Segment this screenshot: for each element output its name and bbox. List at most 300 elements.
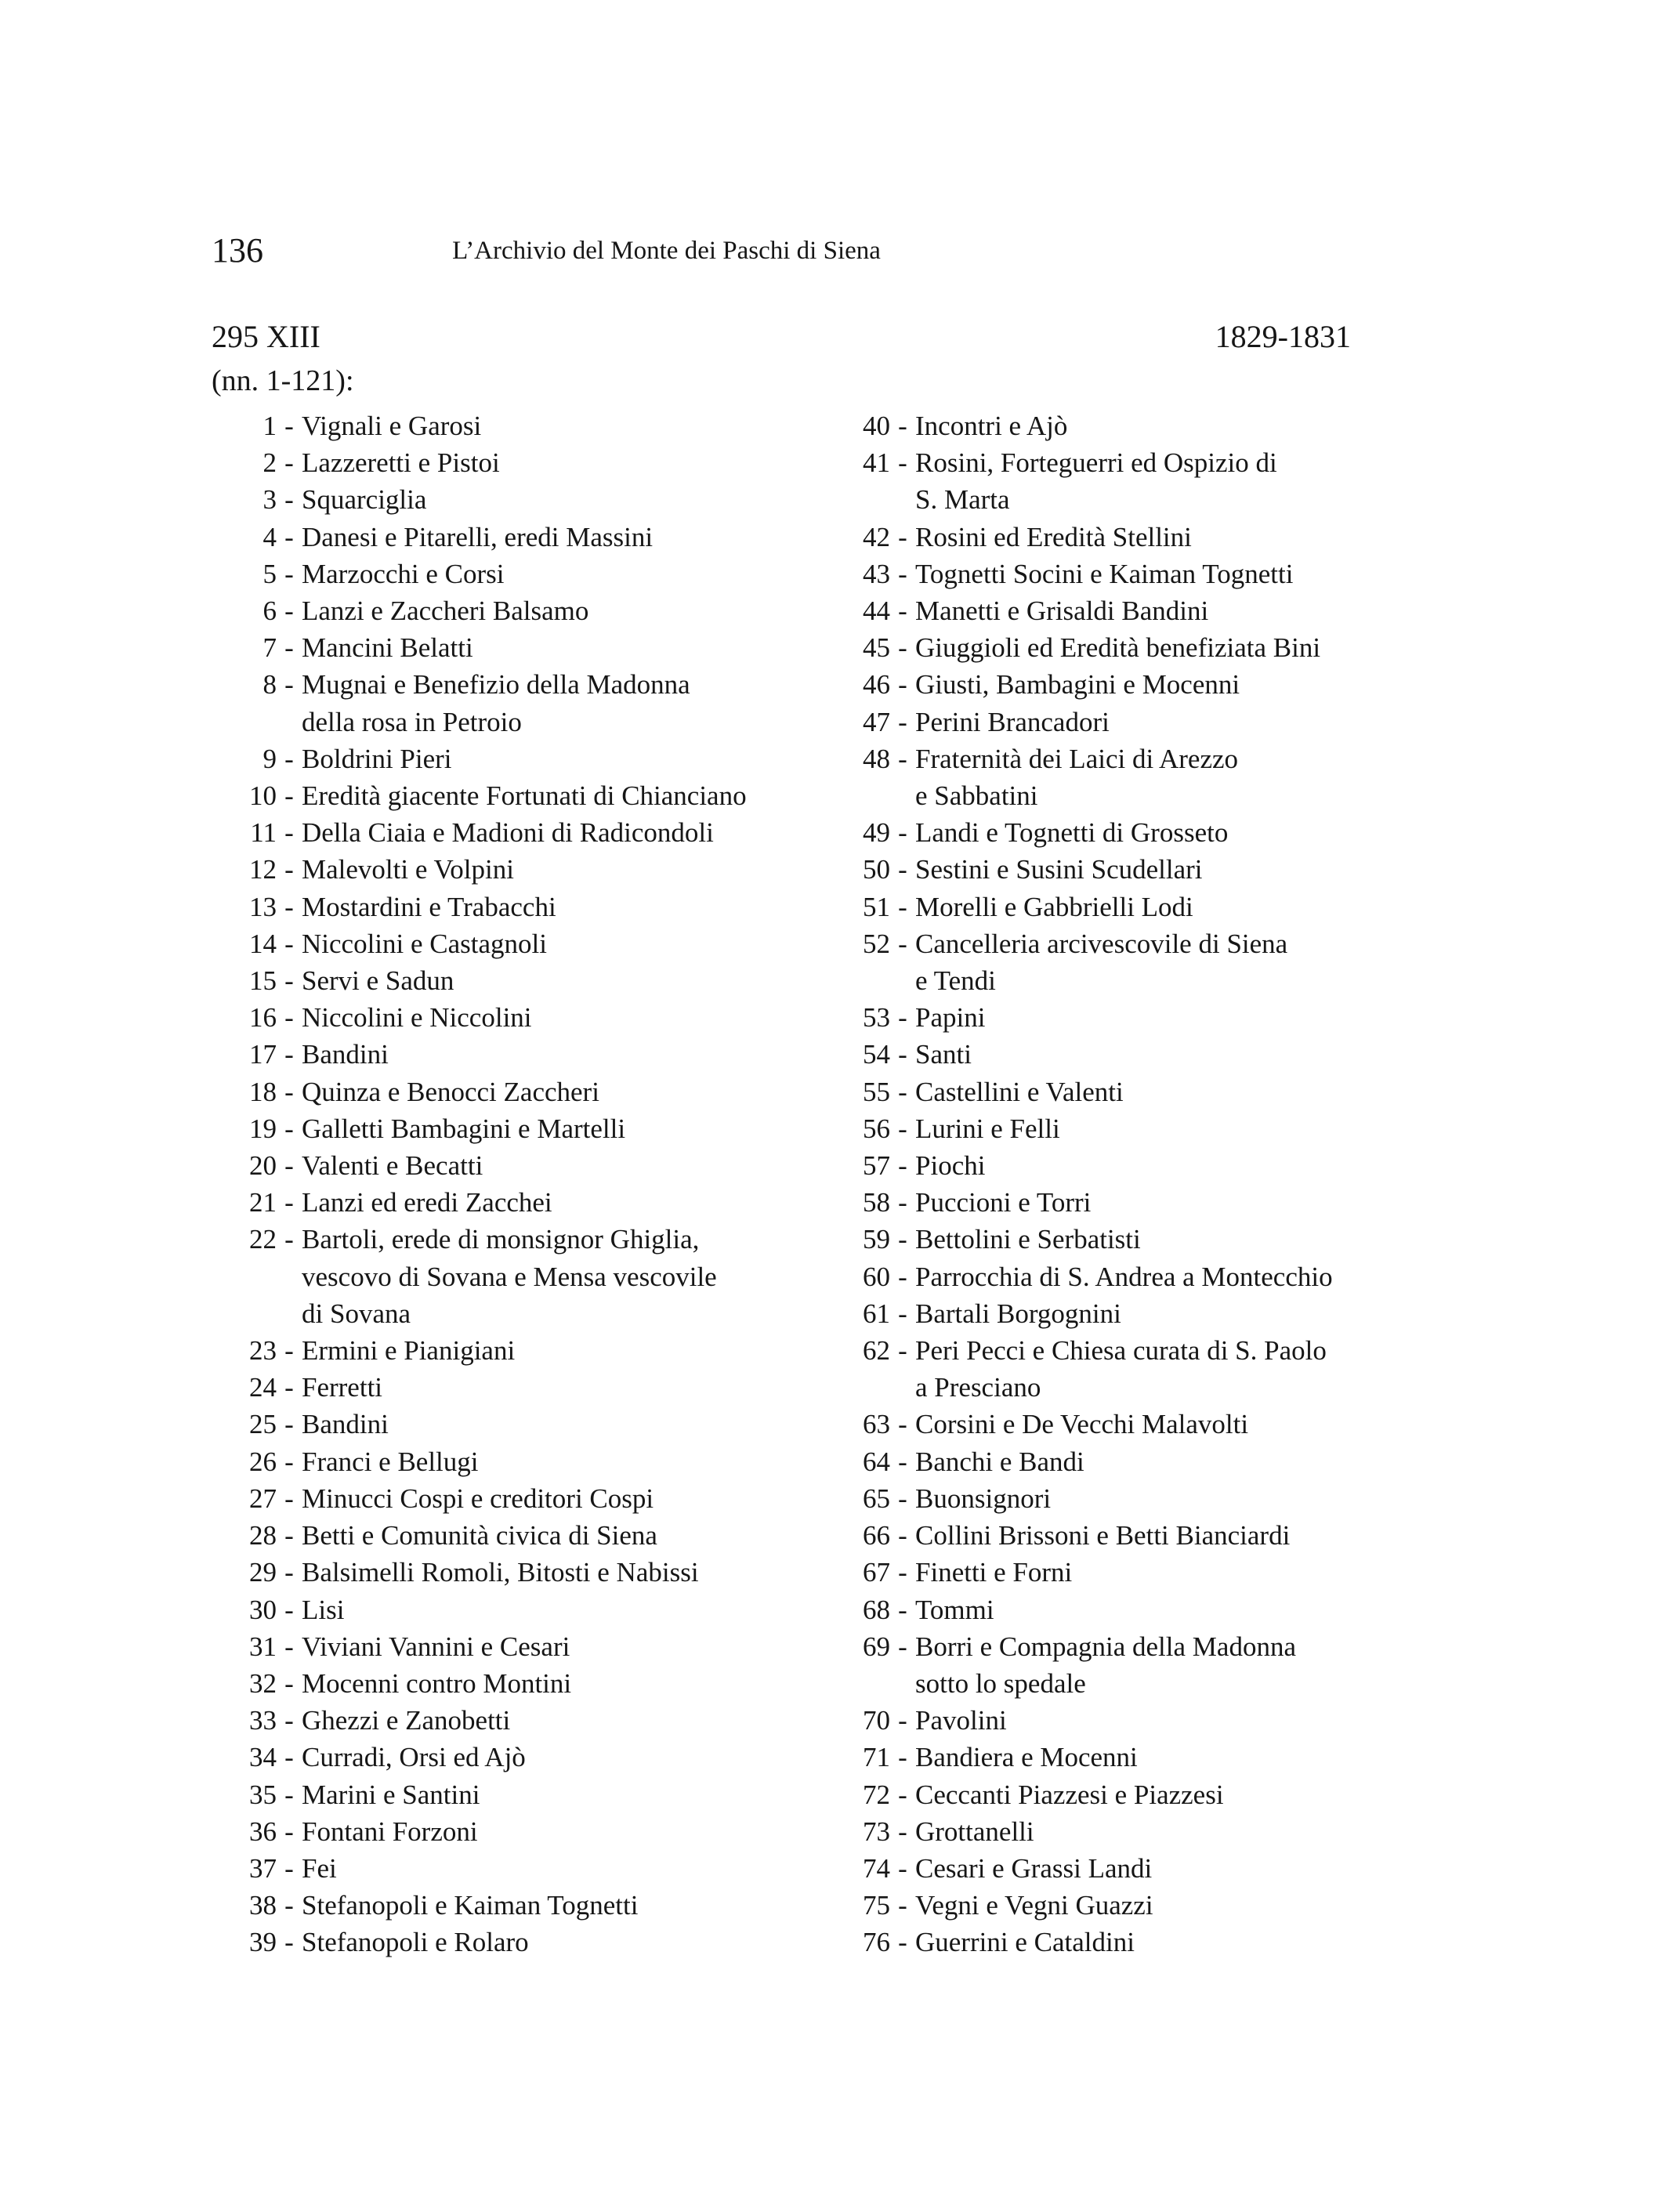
entry-number: 20	[249, 1150, 277, 1182]
entry-separator: -	[898, 1261, 907, 1292]
date-range: 1829-1831	[1215, 319, 1351, 354]
left-column	[210, 407, 774, 1961]
entry-text: Quinza e Benocci Zaccheri	[302, 1076, 599, 1107]
entry-text: Danesi e Pitarelli, eredi Massini	[302, 521, 654, 552]
entry-text: Bartali Borgognini	[915, 1298, 1121, 1329]
list-item	[821, 704, 1385, 740]
list-item	[821, 889, 1385, 925]
entry-separator: -	[898, 1039, 907, 1070]
entry-separator: -	[284, 1372, 294, 1403]
entry-number: 18	[249, 1076, 277, 1107]
entry-number: 3	[262, 484, 277, 516]
list-item	[210, 481, 774, 518]
list-item	[821, 1332, 1385, 1406]
list-item	[210, 1406, 774, 1443]
entry-number: 13	[249, 891, 277, 922]
entry-separator: -	[284, 1890, 294, 1921]
entry-number: 36	[249, 1816, 277, 1847]
entry-number: 62	[863, 1335, 890, 1367]
entry-text: Bettolini e Serbatisti	[915, 1224, 1141, 1255]
entry-text: Stefanopoli e Kaiman Tognetti	[302, 1890, 639, 1921]
entry-separator: -	[284, 1705, 294, 1736]
entry-text: Ferretti	[302, 1372, 383, 1403]
entry-text: Bandini	[302, 1039, 389, 1070]
entry-separator: -	[284, 1852, 294, 1884]
list-item	[821, 629, 1385, 666]
list-item	[210, 1184, 774, 1221]
entry-separator: -	[284, 817, 294, 849]
entry-separator: -	[284, 1002, 294, 1034]
page-number: 136	[212, 231, 263, 270]
list-item	[821, 1739, 1385, 1776]
entry-text: Cesari e Grassi Landi	[915, 1852, 1153, 1884]
entry-text: Servi e Sadun	[302, 965, 454, 997]
list-item	[821, 1073, 1385, 1110]
entry-number: 42	[863, 521, 890, 552]
list-item	[210, 1073, 774, 1110]
entry-text: Parrocchia di S. Andrea a Montecchio	[915, 1261, 1333, 1292]
entry-text: Sestini e Susini Scudellari	[915, 854, 1203, 885]
entry-number: 19	[249, 1113, 277, 1144]
entry-text: Manetti e Grisaldi Bandini	[915, 596, 1209, 627]
entry-separator: -	[898, 521, 907, 552]
entry-number: 67	[863, 1557, 890, 1588]
entry-separator: -	[284, 1039, 294, 1070]
series-identifier: 295 XIII	[212, 319, 320, 354]
entry-text: Valenti e Becatti	[302, 1150, 483, 1182]
entry-separator: -	[898, 891, 907, 922]
entry-text: Cancelleria arcivescovile di Siena e Tendi	[915, 928, 1288, 997]
entry-separator: -	[898, 1298, 907, 1329]
entry-text: Peri Pecci e Chiesa curata di S. Paolo a Presciano	[915, 1335, 1327, 1403]
entry-number: 30	[249, 1594, 277, 1625]
list-item	[821, 1480, 1385, 1517]
entry-number: 26	[249, 1446, 277, 1477]
entry-text: Marzocchi e Corsi	[302, 558, 505, 589]
list-item	[821, 1258, 1385, 1295]
entry-text: Perini Brancadori	[915, 706, 1110, 737]
entry-number: 61	[863, 1298, 890, 1329]
entry-number: 65	[863, 1483, 890, 1514]
entry-separator: -	[284, 521, 294, 552]
entry-separator: -	[284, 1483, 294, 1514]
entry-number: 49	[863, 817, 890, 849]
entry-text: Fei	[302, 1852, 337, 1884]
list-item	[210, 1591, 774, 1628]
list-item	[821, 851, 1385, 888]
list-item	[210, 740, 774, 777]
entry-separator: -	[898, 411, 907, 441]
list-item	[210, 1628, 774, 1665]
entry-number: 35	[249, 1779, 277, 1810]
entry-number: 70	[863, 1705, 890, 1736]
entry-text: Bandiera e Mocenni	[915, 1742, 1138, 1773]
list-item	[210, 1332, 774, 1369]
list-item	[210, 1369, 774, 1406]
entry-number: 74	[863, 1852, 890, 1884]
entry-separator: -	[284, 928, 294, 959]
entry-number: 43	[863, 558, 890, 589]
list-item	[210, 1110, 774, 1147]
entry-text: Malevolti e Volpini	[302, 854, 514, 885]
list-item	[210, 1221, 774, 1332]
list-item	[210, 629, 774, 666]
entry-text: Bandini	[302, 1409, 389, 1440]
entry-separator: -	[284, 1446, 294, 1477]
entry-number: 38	[249, 1890, 277, 1921]
entry-text: Santi	[915, 1039, 972, 1070]
entry-text: Curradi, Orsi ed Ajò	[302, 1742, 526, 1773]
entry-separator: -	[898, 854, 907, 885]
list-item	[821, 925, 1385, 999]
entry-separator: -	[898, 1224, 907, 1255]
entry-number: 12	[249, 854, 277, 885]
entry-separator: -	[284, 632, 294, 664]
entry-number: 57	[863, 1150, 890, 1182]
entry-separator: -	[284, 1594, 294, 1625]
entry-text: Tognetti Socini e Kaiman Tognetti	[915, 558, 1294, 589]
entry-separator: -	[284, 891, 294, 922]
entry-number: 21	[249, 1187, 277, 1218]
entry-separator: -	[898, 1816, 907, 1847]
list-item	[821, 1850, 1385, 1887]
entry-text: Fontani Forzoni	[302, 1816, 478, 1847]
list-item	[210, 1776, 774, 1813]
right-column	[821, 407, 1385, 1961]
list-item	[210, 1924, 774, 1960]
entry-text: Giusti, Bambagini e Mocenni	[915, 669, 1240, 701]
entry-number: 29	[249, 1557, 277, 1588]
entry-text: Galletti Bambagini e Martelli	[302, 1113, 626, 1144]
entry-separator: -	[898, 1852, 907, 1884]
list-item	[821, 592, 1385, 629]
entry-text: Buonsignori	[915, 1483, 1052, 1514]
list-item	[210, 1147, 774, 1184]
entry-number: 52	[863, 928, 890, 959]
entry-separator: -	[284, 965, 294, 997]
entry-text: Vignali e Garosi	[302, 411, 482, 441]
entry-text: Lisi	[302, 1594, 345, 1625]
entry-text: Mancini Belatti	[302, 632, 473, 664]
entry-separator: -	[898, 1890, 907, 1921]
list-item	[821, 1887, 1385, 1924]
entry-number: 71	[863, 1742, 890, 1773]
entry-text: Lurini e Felli	[915, 1113, 1060, 1144]
entry-separator: -	[898, 928, 907, 959]
running-title: L’Archivio del Monte dei Paschi di Siena	[452, 237, 881, 265]
entry-text: Fraternità dei Laici di Arezzo e Sabbatini	[915, 743, 1239, 812]
list-item	[210, 1443, 774, 1480]
entry-text: Betti e Comunità civica di Siena	[302, 1520, 657, 1551]
entry-text: Morelli e Gabbrielli Lodi	[915, 891, 1193, 922]
entry-number: 31	[249, 1631, 277, 1662]
list-item	[821, 1924, 1385, 1960]
list-item	[821, 1591, 1385, 1628]
entry-number: 4	[262, 521, 277, 552]
entry-separator: -	[284, 1335, 294, 1367]
entry-number: 76	[863, 1927, 890, 1958]
list-item	[210, 889, 774, 925]
list-item	[821, 1406, 1385, 1443]
entry-text: Bartoli, erede di monsignor Ghiglia, vescovo di Sovana e Mensa vescovile di Sovana	[302, 1224, 717, 1329]
entry-number: 34	[249, 1742, 277, 1773]
entry-number: 2	[262, 447, 277, 479]
entry-number: 73	[863, 1816, 890, 1847]
entry-separator: -	[284, 447, 294, 479]
entry-text: Minucci Cospi e creditori Cospi	[302, 1483, 654, 1514]
entry-number: 9	[262, 743, 277, 774]
entry-text: Della Ciaia e Madioni di Radicondoli	[302, 817, 714, 849]
entry-separator: -	[284, 1557, 294, 1588]
entry-number: 50	[863, 854, 890, 885]
entry-number: 69	[863, 1631, 890, 1662]
list-item	[821, 1036, 1385, 1073]
entry-number: 24	[249, 1372, 277, 1403]
entry-separator: -	[898, 1187, 907, 1218]
entry-number: 51	[863, 891, 890, 922]
list-item	[210, 519, 774, 556]
entry-separator: -	[284, 1409, 294, 1440]
entry-text: Squarciglia	[302, 484, 427, 516]
entry-number: 46	[863, 669, 890, 701]
entry-separator: -	[284, 1113, 294, 1144]
entry-text: Boldrini Pieri	[302, 743, 452, 774]
entry-separator: -	[284, 596, 294, 627]
entry-number: 75	[863, 1890, 890, 1921]
entry-separator: -	[898, 632, 907, 664]
entry-text: Giuggioli ed Eredità benefiziata Bini	[915, 632, 1321, 664]
entry-text: Corsini e De Vecchi Malavolti	[915, 1409, 1249, 1440]
list-item	[821, 1110, 1385, 1147]
entry-number: 72	[863, 1779, 890, 1810]
entry-text: Papini	[915, 1002, 986, 1034]
entry-separator: -	[284, 411, 294, 441]
list-item	[210, 556, 774, 592]
entry-separator: -	[898, 669, 907, 701]
list-item	[210, 962, 774, 999]
list-item	[821, 1628, 1385, 1702]
list-item	[821, 814, 1385, 851]
entry-number: 53	[863, 1002, 890, 1034]
entry-separator: -	[898, 558, 907, 589]
entry-separator: -	[284, 1816, 294, 1847]
entry-number: 39	[249, 1927, 277, 1958]
entry-separator: -	[898, 1927, 907, 1958]
entry-separator: -	[284, 669, 294, 701]
entry-separator: -	[898, 1594, 907, 1625]
entry-separator: -	[898, 1150, 907, 1182]
entry-text: Incontri e Ajò	[915, 411, 1068, 441]
entry-separator: -	[898, 1002, 907, 1034]
entry-separator: -	[284, 1667, 294, 1699]
list-item	[821, 1221, 1385, 1258]
entry-separator: -	[898, 1705, 907, 1736]
entry-number: 63	[863, 1409, 890, 1440]
entry-text: Grottanelli	[915, 1816, 1034, 1847]
entry-number: 28	[249, 1520, 277, 1551]
entry-number: 7	[262, 632, 277, 664]
list-item	[821, 1517, 1385, 1554]
entry-number: 27	[249, 1483, 277, 1514]
entry-text: Tommi	[915, 1594, 994, 1625]
entry-number: 60	[863, 1261, 890, 1292]
entry-separator: -	[898, 817, 907, 849]
entry-separator: -	[284, 558, 294, 589]
entry-separator: -	[898, 1335, 907, 1367]
entry-separator: -	[898, 1076, 907, 1107]
entry-number: 44	[863, 596, 890, 627]
entry-number: 48	[863, 743, 890, 774]
entry-number: 33	[249, 1705, 277, 1736]
list-item	[210, 1702, 774, 1739]
entry-number: 17	[249, 1039, 277, 1070]
entry-number: 5	[262, 558, 277, 589]
entry-number: 10	[249, 780, 277, 812]
entry-separator: -	[898, 1446, 907, 1477]
entry-number: 58	[863, 1187, 890, 1218]
list-item	[210, 1517, 774, 1554]
list-item	[821, 1776, 1385, 1813]
list-item	[210, 1887, 774, 1924]
entry-number: 41	[863, 447, 890, 479]
entry-separator: -	[898, 1557, 907, 1588]
entry-separator: -	[898, 743, 907, 774]
list-item	[821, 1702, 1385, 1739]
entry-text: Stefanopoli e Rolaro	[302, 1927, 529, 1958]
entry-number: 1	[262, 411, 277, 441]
entry-number: 45	[863, 632, 890, 664]
entry-separator: -	[898, 706, 907, 737]
list-item	[821, 556, 1385, 592]
entry-separator: -	[284, 484, 294, 516]
entry-text: Borri e Compagnia della Madonna sotto lo spedale	[915, 1631, 1296, 1699]
entry-separator: -	[284, 743, 294, 774]
entry-number: 56	[863, 1113, 890, 1144]
list-item	[210, 925, 774, 962]
entry-number: 11	[250, 817, 277, 849]
entry-number: 64	[863, 1446, 890, 1477]
range-note: (nn. 1-121):	[212, 364, 354, 397]
list-item	[821, 1813, 1385, 1850]
entry-text: Guerrini e Cataldini	[915, 1927, 1135, 1958]
entry-text: Banchi e Bandi	[915, 1446, 1084, 1477]
entry-separator: -	[898, 1779, 907, 1810]
entry-text: Mostardini e Trabacchi	[302, 891, 556, 922]
entry-separator: -	[898, 447, 907, 479]
entry-number: 55	[863, 1076, 890, 1107]
entry-number: 8	[262, 669, 277, 701]
list-item	[210, 999, 774, 1036]
list-item	[821, 1295, 1385, 1332]
list-item	[821, 1554, 1385, 1591]
entry-separator: -	[284, 780, 294, 812]
list-item	[210, 1850, 774, 1887]
entry-separator: -	[898, 1483, 907, 1514]
list-item	[821, 1443, 1385, 1480]
list-item	[821, 1184, 1385, 1221]
entry-number: 68	[863, 1594, 890, 1625]
entry-text: Franci e Bellugi	[302, 1446, 479, 1477]
entry-text: Puccioni e Torri	[915, 1187, 1092, 1218]
entry-text: Ermini e Pianigiani	[302, 1335, 516, 1367]
list-item	[821, 444, 1385, 518]
entry-number: 37	[249, 1852, 277, 1884]
entry-text: Collini Brissoni e Betti Bianciardi	[915, 1520, 1291, 1551]
entry-text: Lanzi ed eredi Zacchei	[302, 1187, 552, 1218]
entry-separator: -	[284, 854, 294, 885]
entry-separator: -	[284, 1224, 294, 1255]
list-item	[210, 1036, 774, 1073]
entry-text: Landi e Tognetti di Grosseto	[915, 817, 1229, 849]
entry-text: Viviani Vannini e Cesari	[302, 1631, 570, 1662]
list-item	[821, 519, 1385, 556]
entry-text: Lanzi e Zaccheri Balsamo	[302, 596, 589, 627]
list-item	[210, 1665, 774, 1702]
entry-text: Balsimelli Romoli, Bitosti e Nabissi	[302, 1557, 699, 1588]
entry-text: Eredità giacente Fortunati di Chianciano	[302, 780, 747, 812]
list-item	[821, 1147, 1385, 1184]
entry-text: Mugnai e Benefizio della Madonna della rosa in Petroio	[302, 669, 690, 737]
list-item	[821, 407, 1385, 444]
entry-text: Rosini, Forteguerri ed Ospizio di S. Marta	[915, 447, 1277, 516]
entry-text: Niccolini e Castagnoli	[302, 928, 547, 959]
list-item	[821, 740, 1385, 814]
entry-separator: -	[898, 1409, 907, 1440]
entry-text: Rosini ed Eredità Stellini	[915, 521, 1192, 552]
list-item	[210, 851, 774, 888]
entry-number: 22	[249, 1224, 277, 1255]
entry-text: Marini e Santini	[302, 1779, 480, 1810]
entry-text: Lazzeretti e Pistoi	[302, 447, 500, 479]
list-item	[210, 666, 774, 740]
entry-text: Piochi	[915, 1150, 986, 1182]
list-item	[210, 1813, 774, 1850]
entry-text: Castellini e Valenti	[915, 1076, 1124, 1107]
list-item	[210, 1554, 774, 1591]
list-item	[821, 666, 1385, 703]
entry-number: 66	[863, 1520, 890, 1551]
list-item	[210, 1480, 774, 1517]
list-item	[210, 592, 774, 629]
list-item	[210, 407, 774, 444]
entry-separator: -	[284, 1742, 294, 1773]
entry-separator: -	[898, 596, 907, 627]
list-item	[210, 1739, 774, 1776]
entry-text: Pavolini	[915, 1705, 1007, 1736]
entry-separator: -	[284, 1150, 294, 1182]
entry-number: 40	[863, 411, 890, 441]
entry-separator: -	[284, 1927, 294, 1958]
entry-separator: -	[898, 1631, 907, 1662]
list-item	[210, 777, 774, 814]
entry-separator: -	[284, 1076, 294, 1107]
entry-number: 23	[249, 1335, 277, 1367]
entry-separator: -	[898, 1520, 907, 1551]
entry-text: Ceccanti Piazzesi e Piazzesi	[915, 1779, 1224, 1810]
entry-separator: -	[284, 1520, 294, 1551]
list-item	[821, 999, 1385, 1036]
entry-separator: -	[284, 1187, 294, 1218]
entry-number: 59	[863, 1224, 890, 1255]
entry-number: 16	[249, 1002, 277, 1034]
entry-number: 25	[249, 1409, 277, 1440]
entry-text: Finetti e Forni	[915, 1557, 1073, 1588]
entry-separator: -	[284, 1631, 294, 1662]
entry-text: Vegni e Vegni Guazzi	[915, 1890, 1153, 1921]
entry-number: 6	[262, 596, 277, 627]
list-item	[210, 444, 774, 481]
entry-number: 15	[249, 965, 277, 997]
